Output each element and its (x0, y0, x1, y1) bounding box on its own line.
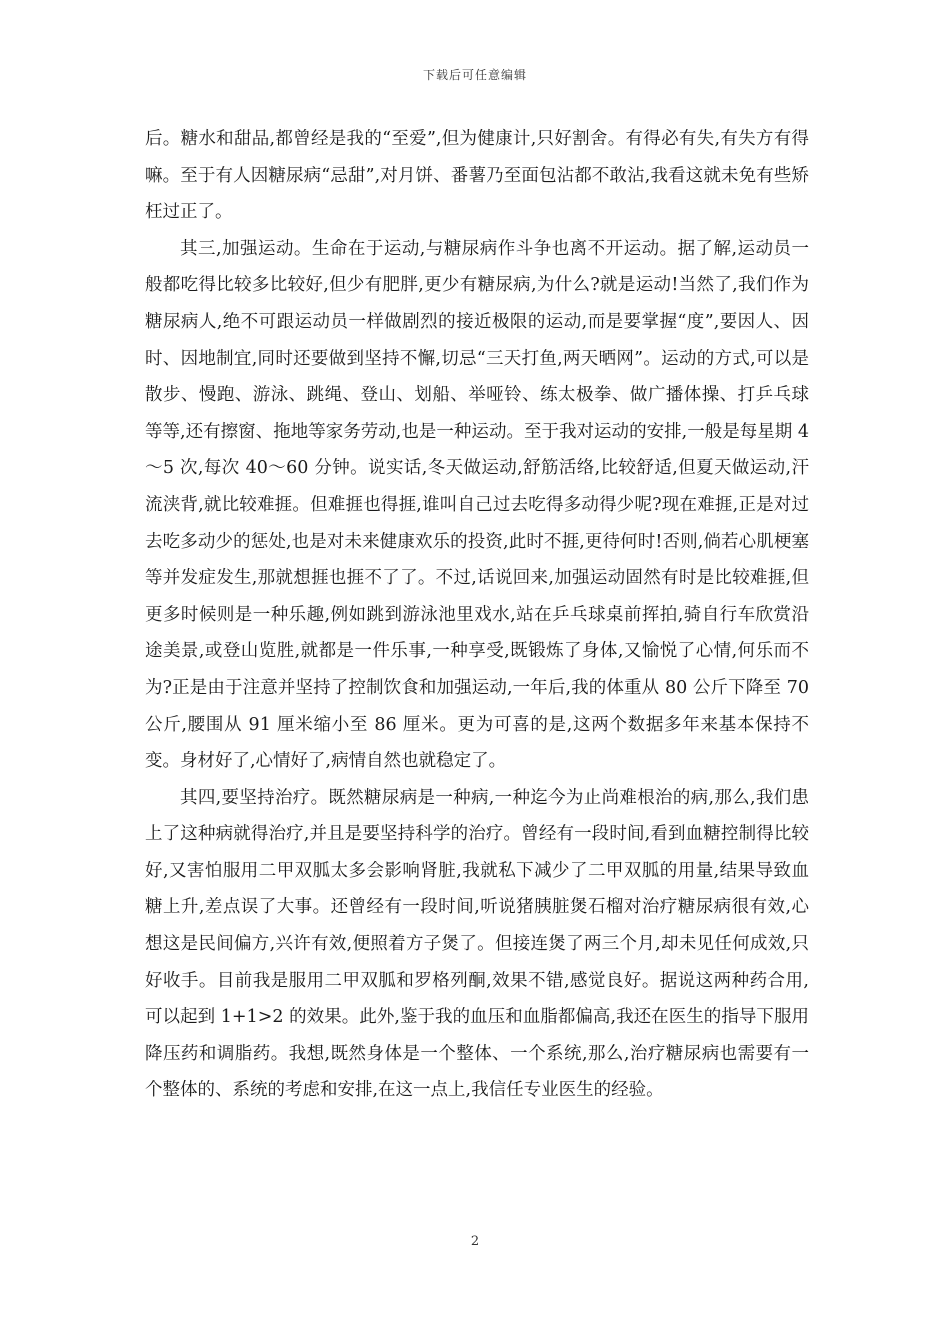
document-body (145, 121, 809, 1109)
page-number: 2 (470, 1234, 480, 1249)
page-header: 下载后可任意编辑 (422, 68, 527, 82)
paragraph-exercise: 其三,加强运动。生命在于运动,与糖尿病作斗争也离不开运动。据了解,运动员一般都吃得比较多比较好,但少有肥胖,更少有糖尿病,为什么?就是运动!当然了,我们作为糖尿病人,绝不可跟运动员一样做剧烈的接近极限的运动,而是要掌握“度”,要因人、因时、因地制宜,同时还要做到坚持不懈,切忌“三天打鱼,两天晒网”。运动的方式,可以是散步、慢跑、游泳、跳绳、登山、划船、举哑铃、练太极拳、做广播体操、打乒乓球等等,还有擦窗、拖地等家务劳动,也是一种运动。至于我对运动的安排,一般是每星期 4～5 次,每次 40～60 分钟。说实话,冬天做运动,舒筋活络,比较舒适,但夏天做运动,汗流浃背,就比较难捱。但难捱也得捱,谁叫自己过去吃得多动得少呢?现在难捱,正是对过去吃多动少的惩处,也是对未来健康欢乐的投资,此时不捱,更待何时!否则,倘若心肌梗塞等并发症发生,那就想捱也捱不了了。不过,话说回来,加强运动固然有时是比较难捱,但更多时候则是一种乐趣,例如跳到游泳池里戏水,站在乒乓球桌前挥拍,骑自行车欣赏沿途美景,或登山览胜,就都是一件乐事,一种享受,既锻炼了身体,又愉悦了心情,何乐而不为?正是由于注意并坚持了控制饮食和加强运动,一年后,我的体重从 80 公斤下降至 70 公斤,腰围从 91 厘米缩小至 86 厘米。更为可喜的是,这两个数据多年来基本保持不变。身材好了,心情好了,病情自然也就稳定了。 (145, 238, 809, 772)
paragraph-continuation: 后。糖水和甜品,都曾经是我的“至爱”,但为健康计,只好割舍。有得必有失,有失方有得嘛。至于有人因糖尿病“忌甜”,对月饼、番薯乃至面包沾都不敢沾,我看这就未免有些矫枉过正了。 (145, 129, 809, 223)
paragraph-treatment: 其四,要坚持治疗。既然糖尿病是一种病,一种迄今为止尚难根治的病,那么,我们患上了这种病就得治疗,并且是要坚持科学的治疗。曾经有一段时间,看到血糖控制得比较好,又害怕服用二甲双胍太多会影响肾脏,我就私下减少了二甲双胍的用量,结果导致血糖上升,差点误了大事。还曾经有一段时间,听说猪胰脏煲石榴对治疗糖尿病很有效,心想这是民间偏方,兴许有效,便照着方子煲了。但接连煲了两三个月,却未见任何成效,只好收手。目前我是服用二甲双胍和罗格列酮,效果不错,感觉良好。据说这两种药合用,可以起到 1+1>2 的效果。此外,鉴于我的血压和血脂都偏高,我还在医生的指导下服用降压药和调脂药。我想,既然身体是一个整体、一个系统,那么,治疗糖尿病也需要有一个整体的、系统的考虑和安排,在这一点上,我信任专业医生的经验。 (145, 787, 809, 1101)
